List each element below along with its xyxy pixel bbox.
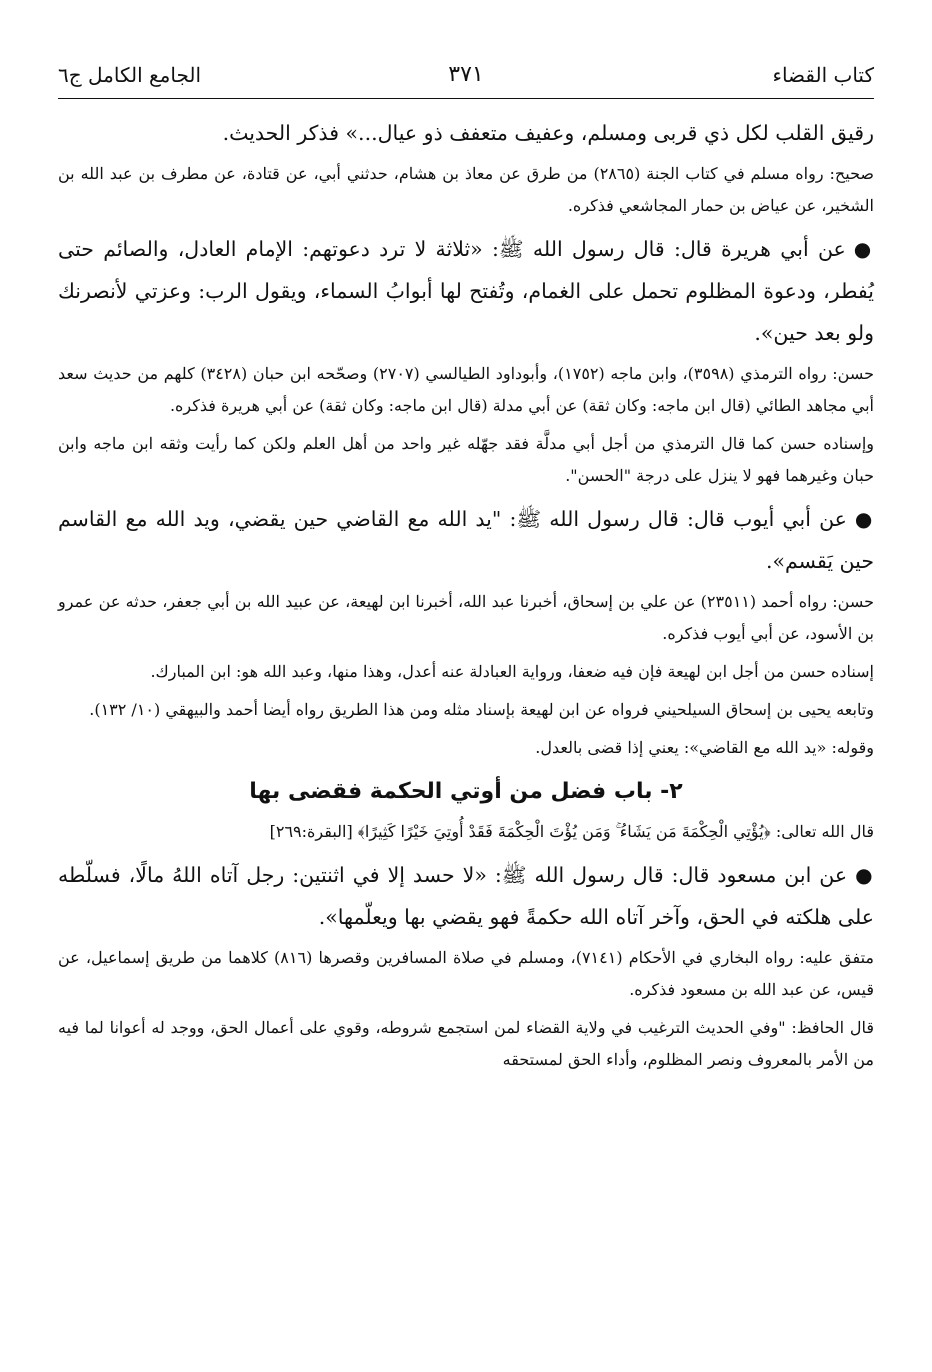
bullet-icon: ● <box>853 237 874 261</box>
page-number: ٣٧١ <box>448 62 484 87</box>
quran-verse-paragraph: قال الله تعالى: ﴿يُؤْتِي الْحِكْمَةَ مَن يَشَاءُ ۚ وَمَن يُؤْتَ الْحِكْمَةَ فَقَدْ أُوتِيَ خَيْرًا كَثِيرًا﴾ [البقرة:٢٦٩] <box>269 822 874 841</box>
page-body <box>58 112 874 1082</box>
commentary-paragraph: وتابعه يحيى بن إسحاق السيلحيني فرواه عن ابن لهيعة بإسناد مثله ومن هذا الطريق رواه أيضا أحمد والبيهقي (١٠/ ١٣٢). <box>89 700 874 719</box>
commentary-paragraph: وقوله: «يد الله مع القاضي»: يعني إذا قضى بالعدل. <box>535 738 874 757</box>
takhrij-paragraph: صحيح: رواه مسلم في كتاب الجنة (٢٨٦٥) من طرق عن معاذ بن هشام، حدثني أبي، عن قتادة، عن مطرف بن عبد الله بن الشخير، عن عياض بن حمار المجاشعي فذكره. <box>58 164 874 215</box>
takhrij-paragraph: حسن: رواه أحمد (٢٣٥١١) عن علي بن إسحاق، أخبرنا عبد الله، أخبرنا ابن لهيعة، عن عبيد الله بن أبي جعفر، حدثه عن عمرو بن الأسود، عن أبي أيوب فذكره. <box>58 592 875 643</box>
hadith-text: عن أبي هريرة قال: قال رسول الله ﷺ: «ثلاثة لا ترد دعوتهم: الإمام العادل، والصائم حتى يُفطر، ودعوة المظلوم تحمل على الغمام، وتُفتح لها أبوابُ السماء، ويقول الرب: وعزتي لأنصرنك ولو بعد حين». <box>58 237 874 345</box>
commentary-paragraph: قال الحافظ: "وفي الحديث الترغيب في ولاية القضاء لمن استجمع شروطه، وقوي على أعمال الحق، ووجد له أعوانا لما فيه من الأمر بالمعروف ونصر المظلوم، وأداء الحق لمستحقه <box>58 1018 874 1069</box>
hadith-paragraph <box>58 498 874 582</box>
hadith-text: عن أبي أيوب قال: قال رسول الله ﷺ: "يد الله مع القاضي حين يقضي، ويد الله مع القاسم حين يَقسم». <box>58 507 874 573</box>
takhrij-paragraph: حسن: رواه الترمذي (٣٥٩٨)، وابن ماجه (١٧٥٢)، وأبوداود الطيالسي (٢٧٠٧) وصحّحه ابن حبان (٣٤٢٨) كلهم من حديث سعد أبي مجاهد الطائي (قال ابن ماجه: وكان ثقة) عن أبي مدلة (قال ابن ماجه: وكان ثقة) عن أبي هريرة فذكره. <box>58 364 875 415</box>
takhrij-paragraph: متفق عليه: رواه البخاري في الأحكام (٧١٤١)، ومسلم في صلاة المسافرين وقصرها (٨١٦) كلاهما من طريق إسماعيل، عن قيس، عن عبد الله بن مسعود فذكره. <box>58 948 874 999</box>
chapter-title: ٢- باب فضل من أوتي الحكمة فقضى بها <box>249 779 683 804</box>
hadith-text: عن ابن مسعود قال: قال رسول الله ﷺ: «لا حسد إلا في اثنتين: رجل آتاه اللهُ مالًا، فسلّطه على هلكته في الحق، وآخر آتاه الله حكمةً فهو يقضي بها ويعلّمها». <box>58 863 874 929</box>
hadith-continuation: رقيق القلب لكل ذي قربى ومسلم، وعفيف متعفف ذو عيال...» فذكر الحديث. <box>222 121 874 145</box>
hadith-paragraph <box>58 228 874 354</box>
series-title: الجامع الكامل ج٦ <box>58 63 202 87</box>
commentary-paragraph: إسناده حسن من أجل ابن لهيعة فإن فيه ضعفا، ورواية العبادلة عنه أعدل، وهذا منها، وعبد الله هو: ابن المبارك. <box>150 662 874 681</box>
commentary-paragraph: وإسناده حسن كما قال الترمذي من أجل أبي مدلَّة فقد جهّله غير واحد من أهل العلم ولكن كما رأيت وثقه ابن ماجه وابن حبان وغيرهما فهو لا ينزل على درجة "الحسن". <box>58 434 874 485</box>
book-title: كتاب القضاء <box>772 63 874 87</box>
page-header <box>58 58 874 92</box>
bullet-icon: ● <box>855 863 874 887</box>
hadith-paragraph <box>58 854 874 938</box>
bullet-icon: ● <box>854 507 875 531</box>
header-rule <box>58 98 874 99</box>
